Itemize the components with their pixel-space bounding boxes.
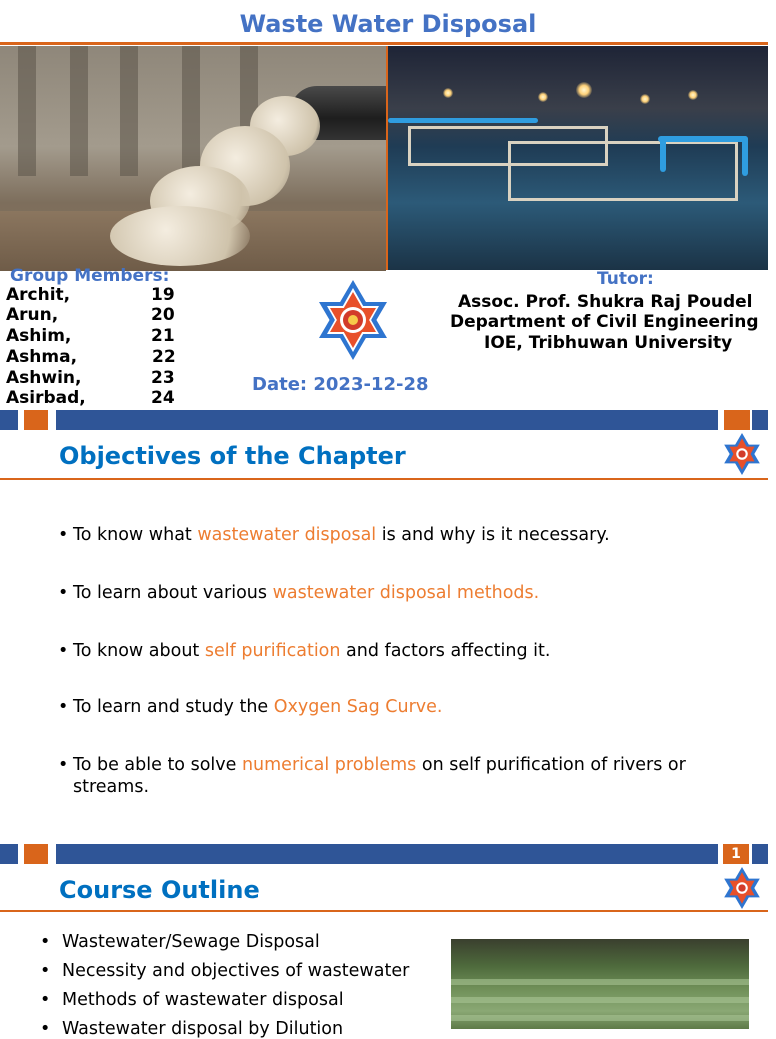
- group-members-heading: Group Members:: [10, 266, 170, 286]
- outline-item: • Wastewater disposal by Dilution: [40, 1019, 344, 1039]
- tutor-department: Department of Civil Engineering: [450, 312, 759, 332]
- objective-item: • To learn about various wastewater disposal methods.: [58, 583, 540, 603]
- outline-item: • Wastewater/Sewage Disposal: [40, 932, 320, 952]
- member-row: Ashim, 21: [6, 326, 175, 346]
- title-divider: [0, 42, 768, 45]
- member-row: Arun, 20: [6, 305, 175, 325]
- objective-item: • To be able to solve numerical problems on self purification of rivers or streams.: [58, 755, 686, 797]
- objective-item: • To know about self purification and factors affecting it.: [58, 641, 551, 661]
- presentation-date: Date: 2023-12-28: [252, 374, 429, 395]
- title-divider: [0, 478, 768, 480]
- outline-item: • Methods of wastewater disposal: [40, 990, 344, 1010]
- treatment-plant-photo: [388, 46, 768, 270]
- slide-title: Waste Water Disposal: [239, 10, 537, 38]
- sewage-outfall-photo: [0, 46, 386, 270]
- tutor-heading: Tutor:: [597, 269, 654, 289]
- tutor-name: Assoc. Prof. Shukra Raj Poudel: [458, 292, 753, 312]
- slide-title: Course Outline: [59, 876, 260, 904]
- tribhuvan-university-logo: [722, 866, 762, 910]
- course-outline-slide: [0, 842, 768, 1039]
- member-row: Ashwin, 23: [6, 368, 175, 388]
- tutor-institute: IOE, Tribhuwan University: [484, 333, 733, 353]
- tribhuvan-university-logo: [317, 278, 389, 362]
- title-divider: [0, 910, 768, 912]
- tribhuvan-university-logo: [722, 432, 762, 476]
- member-row: Ashma, 22: [6, 347, 176, 367]
- member-row: Archit, 19: [6, 285, 175, 305]
- header-bar: [56, 844, 718, 864]
- title-slide: [0, 0, 768, 408]
- objective-item: • To know what wastewater disposal is and why is it necessary.: [58, 525, 610, 545]
- objectives-slide: [0, 408, 768, 842]
- outline-item: • Necessity and objectives of wastewater: [40, 961, 410, 981]
- slide-title: Objectives of the Chapter: [59, 442, 406, 470]
- irrigation-field-photo: [451, 939, 749, 1029]
- page-number: 1: [723, 844, 749, 864]
- header-bar: [56, 410, 718, 430]
- member-row: Asirbad, 24: [6, 388, 175, 408]
- objective-item: • To learn and study the Oxygen Sag Curve.: [58, 697, 443, 717]
